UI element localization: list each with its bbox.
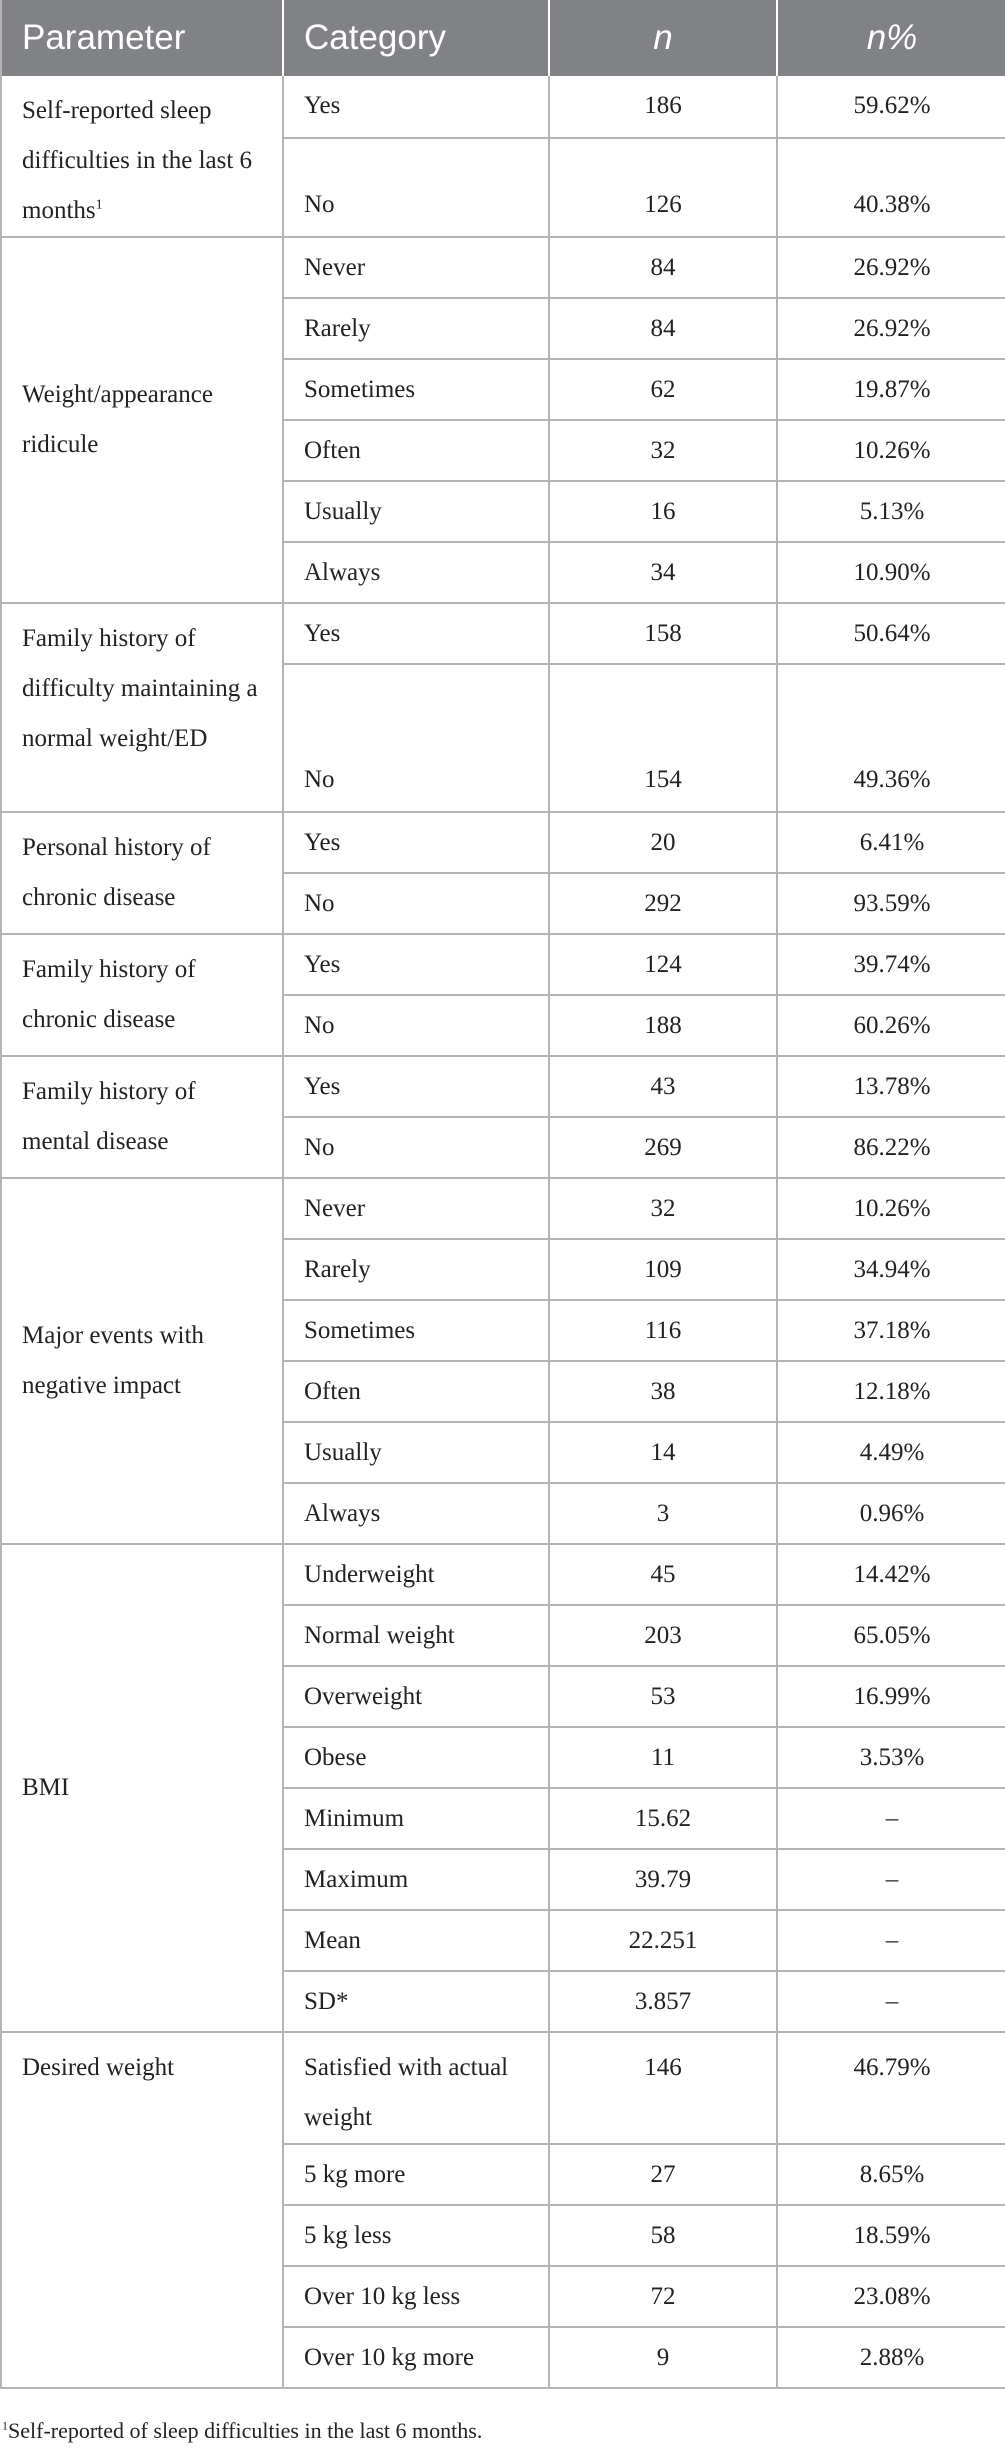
- category-cell: Over 10 kg more: [283, 2327, 549, 2388]
- category-cell: Mean: [283, 1910, 549, 1971]
- table-row: [1, 1178, 1005, 1239]
- table-row: [1, 603, 1005, 664]
- table-row: [1, 812, 1005, 873]
- pct-cell: 14.42%: [777, 1544, 1005, 1605]
- category-cell: Rarely: [283, 298, 549, 359]
- n-cell: 72: [549, 2266, 777, 2327]
- n-cell: 116: [549, 1300, 777, 1361]
- pct-cell: 23.08%: [777, 2266, 1005, 2327]
- pct-cell: 4.49%: [777, 1422, 1005, 1483]
- param-cell: Personal history of chronic disease: [1, 812, 283, 934]
- pct-cell: 10.90%: [777, 542, 1005, 603]
- pct-cell: 10.26%: [777, 420, 1005, 481]
- n-cell: 3.857: [549, 1971, 777, 2032]
- category-cell: Yes: [283, 934, 549, 995]
- category-cell: No: [283, 664, 549, 812]
- pct-cell: 10.26%: [777, 1178, 1005, 1239]
- category-cell: Minimum: [283, 1788, 549, 1849]
- category-cell: Never: [283, 1178, 549, 1239]
- pct-cell: 6.41%: [777, 812, 1005, 873]
- pct-cell: 19.87%: [777, 359, 1005, 420]
- pct-cell: –: [777, 1971, 1005, 2032]
- n-cell: 146: [549, 2032, 777, 2144]
- n-cell: 32: [549, 1178, 777, 1239]
- pct-cell: 46.79%: [777, 2032, 1005, 2144]
- n-cell: 154: [549, 664, 777, 812]
- n-cell: 203: [549, 1605, 777, 1666]
- table-row: [1, 237, 1005, 298]
- pct-cell: 5.13%: [777, 481, 1005, 542]
- table-row: [1, 2032, 1005, 2144]
- table-row: [1, 1544, 1005, 1605]
- pct-cell: 37.18%: [777, 1300, 1005, 1361]
- n-cell: 109: [549, 1239, 777, 1300]
- n-cell: 84: [549, 298, 777, 359]
- param-cell: Major events with negative impact: [1, 1178, 283, 1544]
- category-cell: No: [283, 873, 549, 934]
- pct-cell: 39.74%: [777, 934, 1005, 995]
- param-cell: Self-reported sleep difficulties in the last 6 months$^1$: [1, 76, 283, 237]
- n-cell: 188: [549, 995, 777, 1056]
- pct-cell: –: [777, 1849, 1005, 1910]
- n-cell: 158: [549, 603, 777, 664]
- pct-cell: 0.96%: [777, 1483, 1005, 1544]
- n-cell: 22.251: [549, 1910, 777, 1971]
- pct-cell: 59.62%: [777, 76, 1005, 138]
- category-cell: Yes: [283, 76, 549, 138]
- pct-cell: 60.26%: [777, 995, 1005, 1056]
- pct-cell: 26.92%: [777, 298, 1005, 359]
- pct-cell: 65.05%: [777, 1605, 1005, 1666]
- category-cell: Obese: [283, 1727, 549, 1788]
- n-cell: 15.62: [549, 1788, 777, 1849]
- category-cell: Satisfied with actual weight: [283, 2032, 549, 2144]
- category-cell: Underweight: [283, 1544, 549, 1605]
- header-n: n: [549, 0, 777, 76]
- pct-cell: 12.18%: [777, 1361, 1005, 1422]
- header-category: Category: [283, 0, 549, 76]
- pct-cell: 50.64%: [777, 603, 1005, 664]
- category-cell: Yes: [283, 1056, 549, 1117]
- n-cell: 58: [549, 2205, 777, 2266]
- pct-cell: 86.22%: [777, 1117, 1005, 1178]
- category-cell: 5 kg less: [283, 2205, 549, 2266]
- n-cell: 53: [549, 1666, 777, 1727]
- n-cell: 9: [549, 2327, 777, 2388]
- category-cell: Always: [283, 542, 549, 603]
- param-cell: Family history of difficulty maintaining a normal weight/ED: [1, 603, 283, 812]
- n-cell: 16: [549, 481, 777, 542]
- category-cell: Often: [283, 420, 549, 481]
- n-cell: 126: [549, 138, 777, 237]
- n-cell: 269: [549, 1117, 777, 1178]
- param-cell: Desired weight: [1, 2032, 283, 2388]
- param-cell: Family history of mental disease: [1, 1056, 283, 1178]
- category-cell: No: [283, 138, 549, 237]
- category-cell: No: [283, 1117, 549, 1178]
- pct-cell: 3.53%: [777, 1727, 1005, 1788]
- n-cell: 45: [549, 1544, 777, 1605]
- category-cell: Rarely: [283, 1239, 549, 1300]
- pct-cell: 16.99%: [777, 1666, 1005, 1727]
- pct-cell: 26.92%: [777, 237, 1005, 298]
- category-cell: Always: [283, 1483, 549, 1544]
- pct-cell: 34.94%: [777, 1239, 1005, 1300]
- param-cell: Weight/appearance ridicule: [1, 237, 283, 603]
- n-cell: 186: [549, 76, 777, 138]
- category-cell: Maximum: [283, 1849, 549, 1910]
- param-cell: BMI: [1, 1544, 283, 2032]
- category-cell: Sometimes: [283, 1300, 549, 1361]
- category-cell: Usually: [283, 1422, 549, 1483]
- category-cell: Often: [283, 1361, 549, 1422]
- pct-cell: –: [777, 1788, 1005, 1849]
- n-cell: 292: [549, 873, 777, 934]
- n-cell: 38: [549, 1361, 777, 1422]
- category-cell: SD*: [283, 1971, 549, 2032]
- table-row: [1, 934, 1005, 995]
- n-cell: 124: [549, 934, 777, 995]
- pct-cell: 8.65%: [777, 2144, 1005, 2205]
- param-cell: Family history of chronic disease: [1, 934, 283, 1056]
- category-cell: Normal weight: [283, 1605, 549, 1666]
- n-cell: 20: [549, 812, 777, 873]
- n-cell: 14: [549, 1422, 777, 1483]
- header-parameter: Parameter: [1, 0, 283, 76]
- n-cell: 43: [549, 1056, 777, 1117]
- header-npct: n%: [866, 18, 918, 57]
- pct-cell: 2.88%: [777, 2327, 1005, 2388]
- header-row: [1, 0, 1005, 76]
- category-cell: No: [283, 995, 549, 1056]
- table-row: [1, 76, 1005, 138]
- n-cell: 3: [549, 1483, 777, 1544]
- n-cell: 34: [549, 542, 777, 603]
- category-cell: Over 10 kg less: [283, 2266, 549, 2327]
- category-cell: Usually: [283, 481, 549, 542]
- table-footnote: $^1$Self-reported of sleep difficulties in the last 6 months.: [2, 2418, 483, 2443]
- category-cell: Overweight: [283, 1666, 549, 1727]
- category-cell: 5 kg more: [283, 2144, 549, 2205]
- pct-cell: –: [777, 1910, 1005, 1971]
- category-cell: Yes: [283, 603, 549, 664]
- n-cell: 27: [549, 2144, 777, 2205]
- pct-cell: 49.36%: [777, 664, 1005, 812]
- category-cell: Sometimes: [283, 359, 549, 420]
- category-cell: Yes: [283, 812, 549, 873]
- pct-cell: 13.78%: [777, 1056, 1005, 1117]
- n-cell: 84: [549, 237, 777, 298]
- n-cell: 32: [549, 420, 777, 481]
- table-row: [1, 1056, 1005, 1117]
- pct-cell: 93.59%: [777, 873, 1005, 934]
- n-cell: 62: [549, 359, 777, 420]
- category-cell: Never: [283, 237, 549, 298]
- n-cell: 39.79: [549, 1849, 777, 1910]
- n-cell: 11: [549, 1727, 777, 1788]
- pct-cell: 18.59%: [777, 2205, 1005, 2266]
- pct-cell: 40.38%: [777, 138, 1005, 237]
